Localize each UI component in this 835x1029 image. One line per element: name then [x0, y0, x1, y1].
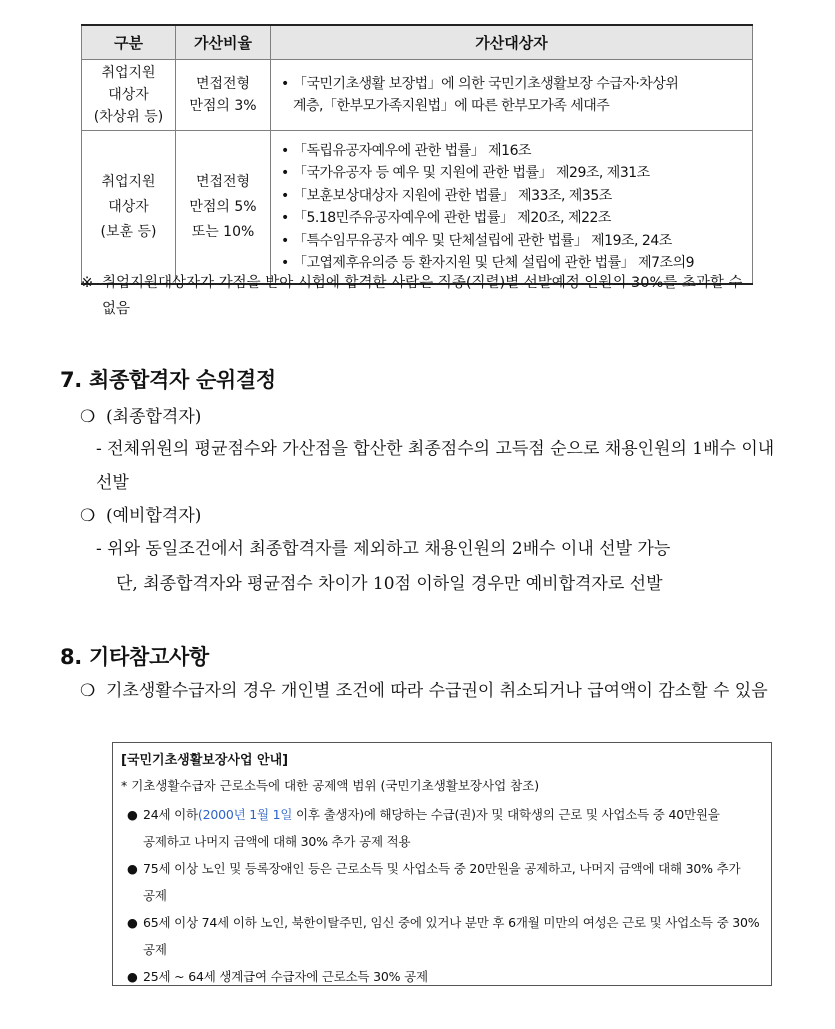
final-passers-description: [96, 432, 776, 500]
reserve-passers-label: (예비합격자): [106, 506, 202, 526]
row1-category: 취업지원 대상자 (차상위 등): [82, 60, 176, 131]
list-item: ● 65세 이상 74세 이하 노인, 북한이탈주민, 임신 중에 있거나 분만 후 6개월 미만의 여성은 근로 및 사업소득 중 30% 공제: [121, 909, 761, 963]
section7-item-final: [80, 402, 201, 427]
bullet-dot-icon: ●: [127, 969, 138, 984]
section8-paragraph: [80, 676, 770, 707]
table-header-row: [82, 25, 753, 60]
reference-mark-icon: ※: [81, 275, 94, 291]
list-item: • 「독립유공자예우에 관한 법률」 제16조: [281, 140, 746, 163]
info-box-subtitle: * 기초생활수급자 근로소득에 대한 공제액 범위 (국민기초생활보장사업 참조): [121, 778, 540, 793]
list-item: ● 75세 이상 노인 및 등록장애인 등은 근로소득 및 사업소득 중 20만원을 공제하고, 나머지 금액에 대해 30% 추가 공제: [121, 855, 761, 909]
section7-title: 7. 최종합격자 순위결정: [60, 368, 276, 392]
section8-title: 8. 기타참고사항: [60, 645, 209, 669]
header-targets: 가산대상자: [271, 25, 753, 60]
birthdate-highlight: (2000년 1월 1일: [197, 807, 293, 822]
table-row: [82, 60, 753, 131]
note-text: 취업지원대상자가 가점을 받아 시험에 합격한 사람은 직종(직렬)별 선발예정 인원의 30%를 초과할 수 없음: [102, 275, 743, 317]
circle-bullet-icon: ❍: [80, 407, 96, 427]
section8-text: 기초생활수급자의 경우 개인별 조건에 따라 수급권이 취소되거나 급여액이 감소할 수 있음: [106, 681, 768, 701]
reserve-passers-line2: 단, 최종합격자와 평균점수 차이가 10점 이하일 경우만 예비합격자로 선발: [116, 574, 663, 594]
circle-bullet-icon: ❍: [80, 681, 96, 701]
list-item: • 「고엽제후유의증 등 환자지원 및 단체 설립에 관한 법률」 제7조의9: [281, 252, 746, 275]
reserve-passers-line1: - 위와 동일조건에서 최종합격자를 제외하고 채용인원의 2배수 이내 선발 가능: [96, 539, 671, 559]
list-item: ● 25세 ~ 64세 생계급여 수급자에 근로소득 30% 공제: [121, 963, 761, 990]
list-item: ● 24세 이하(2000년 1월 1일 이후 출생자)에 해당하는 수급(권)자 및 대학생의 근로 및 사업소득 중 40만원을 공제하고 나머지 금액에 대해 30% 추가 공제 적용: [121, 801, 761, 855]
list-item: • 「5.18민주유공자예우에 관한 법률」 제20조, 제22조: [281, 207, 746, 230]
row2-targets: [271, 131, 753, 285]
info-box-title: [국민기초생활보장사업 안내]: [121, 753, 289, 768]
row1-rate: 면접전형 만점의 3%: [176, 60, 271, 131]
list-item: • 「보훈보상대상자 지원에 관한 법률」 제33조, 제35조: [281, 185, 746, 208]
list-item: • 「특수임무유공자 예우 및 단체설립에 관한 법률」 제19조, 24조: [281, 230, 746, 253]
row1-targets: [271, 60, 753, 131]
list-item: • 「국민기초생활 보장법」에 의한 국민기초생활보장 수급자·차상위: [281, 73, 746, 96]
table-note: [81, 270, 761, 322]
list-item-continuation: 계층,「한부모가족지원법」에 따른 한부모가족 세대주: [293, 98, 610, 114]
basic-livelihood-info-box: [112, 742, 772, 986]
list-item: • 「국가유공자 등 예우 및 지원에 관한 법률」 제29조, 제31조: [281, 162, 746, 185]
bullet-dot-icon: ●: [127, 861, 138, 876]
row2-rate: 면접전형 만점의 5% 또는 10%: [176, 131, 271, 285]
final-passers-label: (최종합격자): [106, 407, 202, 427]
bullet-dot-icon: ●: [127, 807, 138, 822]
row2-category: 취업지원 대상자 (보훈 등): [82, 131, 176, 285]
header-category: 구분: [82, 25, 176, 60]
circle-bullet-icon: ❍: [80, 506, 96, 526]
section7-item-reserve: [80, 501, 201, 526]
bonus-points-table: [81, 24, 753, 285]
bullet-dot-icon: ●: [127, 915, 138, 930]
table-row: [82, 131, 753, 285]
final-passers-text: - 전체위원의 평균점수와 가산점을 합산한 최종점수의 고득점 순으로 채용인원의 1배수 이내 선발: [96, 439, 775, 493]
header-rate: 가산비율: [176, 25, 271, 60]
